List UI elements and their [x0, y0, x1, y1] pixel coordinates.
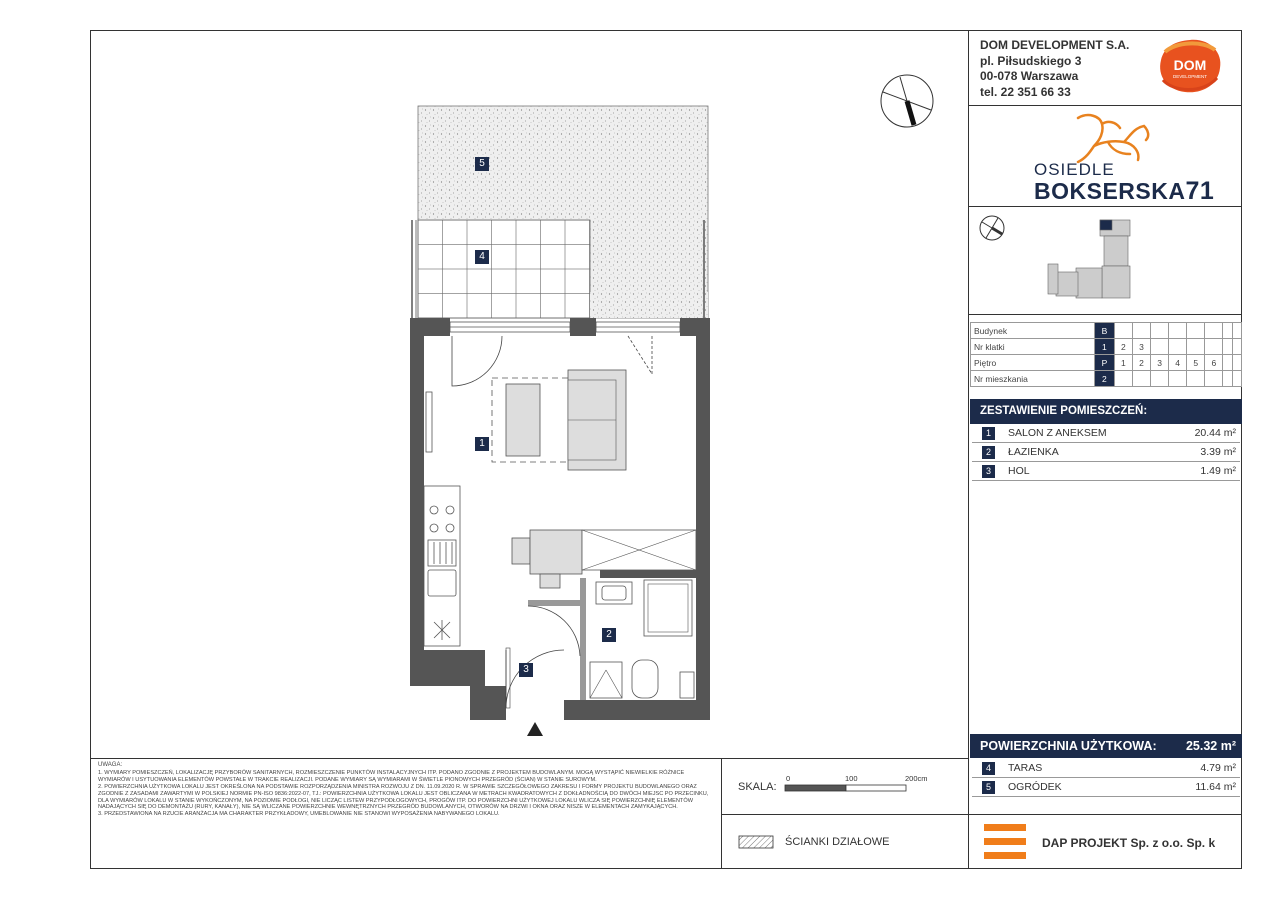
usable-area-value: 25.32 m²	[1185, 739, 1236, 753]
company-name: DOM DEVELOPMENT S.A.	[980, 38, 1130, 52]
info-cell: 3	[1132, 339, 1150, 355]
keyplan-divider	[969, 314, 1242, 315]
plan-label-bathroom: 2	[602, 628, 616, 642]
company-address	[980, 38, 1129, 100]
plan-label-living-room: 1	[475, 437, 489, 451]
info-cell: 1	[1114, 355, 1132, 371]
logo-text-dom: DOM	[1173, 57, 1207, 73]
info-cell	[1169, 323, 1187, 339]
scale-legend-divider	[722, 814, 969, 815]
extra-area-number: 4	[982, 762, 995, 775]
info-cell	[1187, 371, 1205, 387]
info-cell	[1223, 339, 1232, 355]
info-cell	[1114, 371, 1132, 387]
info-cell	[1187, 339, 1205, 355]
info-cell	[1169, 339, 1187, 355]
title-block-divider	[968, 31, 969, 869]
company-city: 00-078 Warszawa	[980, 69, 1079, 83]
extra-area-name: TARAS	[1008, 762, 1043, 774]
company-phone: tel. 22 351 66 33	[980, 84, 1071, 99]
washbasin	[596, 582, 632, 604]
scale-tick-200: 200cm	[905, 774, 928, 783]
info-cell: 4	[1169, 355, 1187, 371]
room-row	[972, 443, 1240, 462]
keyplan-highlight	[1100, 220, 1112, 230]
toilet	[632, 660, 658, 698]
scale-tick-100: 100	[845, 774, 858, 783]
usable-area-bar	[970, 734, 1242, 758]
room-name: ŁAZIENKA	[1008, 446, 1059, 458]
info-cell	[1232, 355, 1241, 371]
info-cell	[1151, 371, 1169, 387]
info-row-label: Budynek	[971, 323, 1095, 339]
info-cell	[1151, 323, 1169, 339]
info-cell: 3	[1151, 355, 1169, 371]
info-cell	[1223, 371, 1232, 387]
north-arrow-icon	[878, 72, 936, 130]
project-number: 71	[1185, 177, 1215, 205]
info-row-label: Nr mieszkania	[971, 371, 1095, 387]
notes-title: UWAGA:	[98, 762, 123, 768]
room-area: 3.39 m²	[1200, 446, 1236, 458]
info-cell: P	[1095, 355, 1115, 371]
entrance-arrow-icon	[527, 722, 543, 736]
info-cell	[1114, 323, 1132, 339]
apartment-info-table	[970, 322, 1242, 387]
scale-label: SKALA:	[738, 781, 777, 793]
info-cell	[1232, 323, 1241, 339]
info-row-label: Nr klatki	[971, 339, 1095, 355]
info-cell	[1223, 323, 1232, 339]
terrace-area	[418, 220, 590, 318]
info-cell	[1187, 323, 1205, 339]
plan-label-hall: 3	[519, 663, 533, 677]
bathroom-partition	[580, 578, 586, 700]
info-cell: 6	[1205, 355, 1223, 371]
legend-label: ŚCIANKI DZIAŁOWE	[785, 836, 890, 848]
scale-bar	[784, 783, 908, 793]
info-cell	[1232, 371, 1241, 387]
scale-tick-0: 0	[786, 774, 791, 783]
dap-projekt-logo	[984, 824, 1026, 860]
keyplan-compass-icon	[980, 216, 1004, 240]
dom-development-logo	[1157, 38, 1223, 94]
coffee-table	[506, 384, 540, 456]
dining-table	[530, 530, 582, 574]
info-cell	[1132, 323, 1150, 339]
site-buildings	[1048, 220, 1130, 298]
project-name-line1: OSIEDLE	[1034, 160, 1115, 179]
notes-block	[98, 762, 718, 818]
chair	[512, 538, 530, 564]
extra-area-value: 4.79 m²	[1200, 762, 1236, 774]
usable-area-label: POWIERZCHNIA UŻYTKOWA:	[980, 739, 1157, 753]
plan-label-terrace: 4	[475, 250, 489, 264]
company-street: pl. Piłsudskiego 3	[980, 53, 1082, 68]
extra-area-name: OGRÓDEK	[1008, 781, 1062, 793]
info-row	[971, 355, 1242, 371]
notes-divider	[91, 758, 969, 759]
note-item: 3. PRZEDSTAWIONA NA RZUCIE ARANŻACJA MA CHARAKTER PRZYKŁADOWY, UMEBLOWANIE NIE STANOWI WYPOSAŻENIA NABYWANEGO LOKALU.	[98, 811, 500, 818]
room-number: 1	[982, 427, 995, 440]
info-cell: 5	[1187, 355, 1205, 371]
room-area: 1.49 m²	[1200, 465, 1236, 477]
info-row	[971, 339, 1242, 355]
info-cell	[1132, 371, 1150, 387]
floor-plan	[400, 100, 730, 740]
info-cell	[1205, 339, 1223, 355]
info-row	[971, 371, 1242, 387]
room-row	[972, 424, 1240, 443]
washing-machine	[590, 662, 622, 698]
room-row	[972, 462, 1240, 481]
plan-label-garden: 5	[475, 157, 489, 171]
info-cell	[1169, 371, 1187, 387]
info-cell: 2	[1132, 355, 1150, 371]
designer-divider	[969, 814, 1242, 815]
shower	[644, 580, 692, 636]
company-divider	[969, 105, 1242, 106]
info-cell	[1205, 323, 1223, 339]
info-cell	[1205, 371, 1223, 387]
logo-text-development: DEVELOPMENT	[1172, 74, 1208, 79]
room-number: 3	[982, 465, 995, 478]
info-cell: 1	[1095, 339, 1115, 355]
key-plan	[976, 212, 1238, 310]
info-cell: B	[1095, 323, 1115, 339]
room-name: HOL	[1008, 465, 1030, 477]
extra-area-number: 5	[982, 781, 995, 794]
note-item: 2. POWIERZCHNIA UŻYTKOWA LOKALU JEST OKREŚLONA NA PODSTAWIE ROZPORZĄDZENIA MINISTRA ROZWOJU Z DN. 11.09.2020 R. W SPRAWIE SZCZEGÓŁOWEGO ZAKRESU I FORMY PROJEKTU BUDOWLANEGO ORAZ ZGODNIE Z ZASADAMI ZAWARTYMI W POLSKIEJ NORMIE PN-ISO 9836:2022-07, TJ.: POWIERZCHNIA UŻYTKOWA LOKALU JEST OBLICZANA W METRACH KWADRATOWYCH Z DOKŁADNOŚCIĄ DO DWÓCH MIEJSC PO PRZECINKU, DLA WYMIARÓW LOKALU W STANIE WYKOŃCZONYM, NA POZIOMIE PODŁOGI, NIE LICZĄC LISTEW PRZYPODŁOGOWYCH, PROGÓW ITP. DO POWIERZCHNI UŻYTKOWEJ LOKALU WLICZA SIĘ POWIERZCHNIĘ ELEMENTÓW NADAJĄCYCH SIĘ DO DEMONTAŻU (RURY, KANAŁY), NIE SĄ WLICZANE POWIERZCHNIE WEWNĘTRZNYCH PRZEGRÓD BUDOWLANYCH, OTWORÓW NA DRZWI I OKNA ORAZ NISZE W ELEMENTACH ZAMYKAJĄCYCH.	[98, 783, 709, 811]
info-row-label: Piętro	[971, 355, 1095, 371]
entrance-door-swing	[506, 650, 564, 708]
partition-wall-legend-icon	[738, 835, 774, 849]
extra-area-value: 11.64 m²	[1195, 781, 1236, 793]
info-cell	[1223, 355, 1232, 371]
project-street: BOKSERSKA	[1034, 178, 1186, 204]
bathroom-door-swing	[528, 606, 580, 656]
info-cell: 2	[1114, 339, 1132, 355]
designer-name: DAP PROJEKT Sp. z o.o. Sp. k	[1042, 836, 1216, 850]
terrace-door-swing	[452, 336, 502, 386]
info-cell	[1151, 339, 1169, 355]
room-name: SALON Z ANEKSEM	[1008, 427, 1107, 439]
radiator	[426, 392, 432, 452]
info-cell: 2	[1095, 371, 1115, 387]
room-number: 2	[982, 446, 995, 459]
info-cell	[1232, 339, 1241, 355]
room-area: 20.44 m²	[1194, 427, 1236, 439]
extra-area-row	[972, 778, 1240, 797]
rooms-header: ZESTAWIENIE POMIESZCZEŃ:	[970, 399, 1242, 424]
logo-divider	[969, 206, 1242, 207]
info-row	[971, 323, 1242, 339]
note-item: 1. WYMIARY POMIESZCZEŃ, LOKALIZACJĘ PRZYBORÓW SANITARNYCH, ROZMIESZCZENIE PUNKTÓW INSTALACYJNYCH ITP. PODANO ZGODNIE Z PROJEKTEM BUDOWLANYM. MOGĄ WYSTĄPIĆ NIEWIELKIE RÓŻNICE WYMIARÓW I USYTUOWANIA ELEMENTÓW POWSTAŁE W TRAKCIE REALIZACJI. PODANE WYMIARY SĄ WYMIARAMI W ŚWIETLE PIONOWYCH PRZEGRÓD (ŚCIAN) W STANIE SUROWYM.	[98, 769, 685, 783]
project-name-line2	[1034, 177, 1214, 206]
extra-area-row	[972, 759, 1240, 778]
